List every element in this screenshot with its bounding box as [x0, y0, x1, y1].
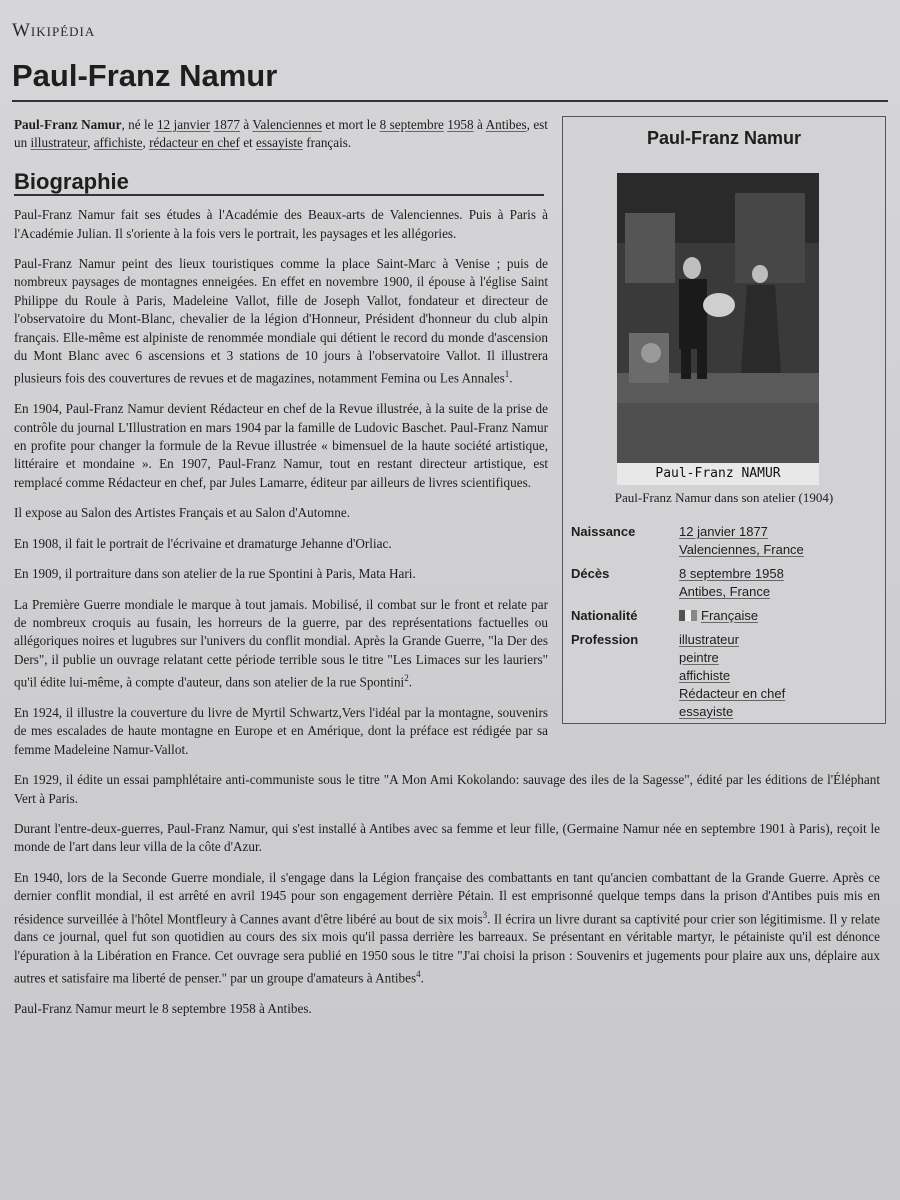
- infobox-table: [571, 523, 877, 727]
- infobox-title: Paul-Franz Namur: [646, 128, 802, 148]
- paragraph: Durant l'entre-deux-guerres, Paul-Franz Namur, qui s'est installé à Antibes avec sa femme et leur fille, (Germaine Namur née en septembre 1901 à Paris), reçoit le monde de l'art dans leur villa de la côte d'Azur.: [14, 820, 880, 855]
- link[interactable]: Antibes: [485, 117, 527, 132]
- infobox-row-death: [571, 565, 877, 601]
- lead-text: et: [239, 135, 257, 151]
- infobox-value-link[interactable]: Valenciennes, France: [679, 542, 804, 557]
- link[interactable]: rédacteur en chef: [149, 135, 240, 151]
- footnote-ref[interactable]: 2: [404, 673, 409, 684]
- infobox-label: Profession: [571, 632, 639, 647]
- infobox-value-link[interactable]: illustrateur: [679, 632, 739, 647]
- link[interactable]: illustrateur: [30, 135, 88, 151]
- infobox-label: Nationalité: [571, 608, 638, 623]
- link[interactable]: Valenciennes: [252, 117, 322, 132]
- infobox: [562, 116, 886, 724]
- paragraph: Paul-Franz Namur meurt le 8 septembre 1958 à Antibes.: [14, 1001, 312, 1016]
- paragraph: En 1940, lors de la Seconde Guerre mondiale, il s'engage dans la Légion française des combattants en tant qu'ancien combattant de la Grande Guerre. Après ce dernier conflit mondial, il est arrêté en avril 1945 pour son engagement derrière Pétain. Il est emprisonné quelque temps dans la prison d'Antibes puis mis en résidence surveillée à l'hôtel Montfleury à Cannes avant d'être libéré au bout de six mois$^3$. Il écrira un livre durant sa captivité pour crier son légitimisme. Il y relate dans ce journal, quel fut son quotidien au cours des six mois qu'il passa derrière les barreaux. Se présentant en véritable martyr, le pétainiste qu'il est dénonce l'épuration à la Libération en France. Cet ouvrage sera publié en 1950 sous le titre "J'ai choisi la prison : Souvenirs et jugements pour plaire aux uns, déplaire aux autres et satisfaire ma liberté de penser." par un groupe d'amateurs à Antibes$^4$.: [14, 869, 880, 986]
- portrait-photo-image: [617, 173, 819, 463]
- site-wordmark[interactable]: Wikipédia: [12, 20, 96, 41]
- lead-text: à: [473, 117, 486, 132]
- infobox-value-link[interactable]: Française: [701, 608, 759, 623]
- section-heading: Biographie: [14, 173, 544, 196]
- infobox-label: Naissance: [571, 524, 636, 539]
- link[interactable]: 12 janvier: [156, 117, 211, 132]
- paragraph: En 1904, Paul-Franz Namur devient Rédacteur en chef de la Revue illustrée, à la suite de la prise de contrôle du journal L'Illustration en mars 1904 par la famille de Ludovic Baschet. Paul-Franz Namur en profite pour changer la formule de la Revue illustrée « bimensuel de la haute société artistique, littéraire et mondaine ». En 1907, Paul-Franz Namur, tout en restant directeur artistique, est remplacé comme Rédacteur en chef, par Jules Lamarre, éditeur par ailleurs de livres scientifiques.: [14, 401, 548, 490]
- footnote-ref[interactable]: 3: [482, 909, 488, 920]
- paragraph: Il expose au Salon des Artistes Français et au Salon d'Automne.: [14, 505, 351, 521]
- infobox-value-link[interactable]: 12 janvier 1877: [679, 524, 768, 539]
- paragraph-text: La Première Guerre mondiale le marque à tout jamais. Mobilisé, il combat sur le front et relate par de nombreux croquis au fusain, les horreurs de la guerre, par des représentations factuelles ou allégoriques noires et lugubres sur l'univers du conflit mondial. Après la Grande Guerre, "la Der des Ders", il publie un ouvrage relatant cette période terrible sous le titre "Les Limaces sur les lauriers" qu'il édite lui-même, à compte d'auteur, dans son atelier de la rue Spontini: [14, 596, 548, 690]
- paragraph: En 1929, il édite un essai pamphlétaire anti-communiste sous le titre "A Mon Ami Kokolando: sauvage des iles de la Sagesse", édité par les éditions de l'Éléphant Vert à Paris.: [14, 772, 880, 806]
- infobox-row-birth: [571, 523, 877, 559]
- paragraph: La Première Guerre mondiale le marque à tout jamais. Mobilisé, il combat sur le front et relate par de nombreux croquis au fusain, les horreurs de la guerre, par des représentations factuelles ou allégoriques noires et lugubres sur l'univers du conflit mondial. Après la Grande Guerre, "la Der des Ders", il publie un ouvrage relatant cette période terrible sous le titre "Les Limaces sur les lauriers" qu'il édite lui-même, à compte d'auteur, dans son atelier de la rue Spontini$^2$.: [14, 596, 548, 690]
- paragraph: Paul-Franz Namur fait ses études à l'Académie des Beaux-arts de Valenciennes. Puis à Paris à l'Académie Julian. Il s'oriente à la fois vers le portrait, les paysages et les allégories.: [14, 207, 548, 241]
- portrait-photo[interactable]: [617, 173, 819, 485]
- link[interactable]: 1877: [213, 117, 240, 132]
- link[interactable]: 8 septembre: [379, 117, 444, 132]
- footnote-ref[interactable]: 1: [504, 369, 510, 380]
- paragraph: Paul-Franz Namur peint des lieux touristiques comme la place Saint-Marc à Venise ; puis de nombreux paysages de montagnes enneigées. En effet en novembre 1900, il épouse à l'église Saint Philippe du Roule à Paris, Madeleine Vallot, fille de Joseph Vallot, fondateur et directeur de l'observatoire du Mont-Blanc, chevalier de la légion d'Honneur, Président d'honneur du club alpin français. Elle-même est alpiniste de renommée mondiale qui détient le record du monde d'ascension du Mont Blanc avec 6 ascensions et 3 stations de 10 jours à l'observatoire Vallot. Il illustrera plusieurs fois des couvertures de revues et de magazines, notamment Femina ou Les Annales$^1$.: [14, 256, 548, 386]
- flag-icon: [679, 610, 697, 621]
- paragraph-text: Paul-Franz Namur peint des lieux touristiques comme la place Saint-Marc à Venise ; puis de nombreux paysages de montagnes enneigées. En effet en novembre 1900, il épouse à l'église Saint Philippe du Roule à Paris, Madeleine Vallot, fille de Joseph Vallot, fondateur et directeur de l'observatoire du Mont-Blanc, chevalier de la légion d'Honneur, Président d'honneur du club alpin français. Elle-même est alpiniste de renommée mondiale qui détient le record du monde d'ascension du Mont Blanc avec 6 ascensions et 3 stations de 10 jours à l'observatoire Vallot. Il illustrera plusieurs fois des couvertures de revues et de magazines, notamment Femina ou Les Annales: [14, 256, 548, 386]
- lead-text: , né le: [121, 117, 157, 132]
- lead-text: et mort le: [322, 117, 380, 132]
- lead-text: français.: [302, 135, 352, 151]
- footnote-ref[interactable]: 4: [416, 969, 421, 980]
- infobox-value-link[interactable]: peintre: [679, 650, 719, 665]
- paragraph: En 1909, il portraiture dans son atelier de la rue Spontini à Paris, Mata Hari.: [14, 566, 416, 582]
- lead-name: Paul-Franz Namur: [14, 117, 122, 132]
- article-body: [14, 116, 880, 1030]
- infobox-value-link[interactable]: affichiste: [679, 668, 731, 683]
- lead-paragraph: Paul-Franz Namur, né le 12 janvier 1877 à Valenciennes et mort le 8 septembre 1958 à Antibes, est un illustrateur, affichiste, rédacteur en chef et essayiste français.: [14, 117, 548, 151]
- lead-text: , est un: [14, 117, 548, 151]
- paragraph-text: En 1940, lors de la Seconde Guerre mondiale, il s'engage dans la Légion française des combattants en tant qu'ancien combattant de la Grande Guerre. Après ce dernier conflit mondial, il est arrêté en avril 1945 pour son engagement derrière Pétain. Il est emprisonné quelque temps dans la prison d'Antibes puis mis en résidence surveillée à l'hôtel Montfleury à Cannes avant d'être libéré au bout de six mois: [14, 869, 880, 926]
- infobox-value-link[interactable]: 8 septembre 1958: [679, 566, 784, 581]
- infobox-label: Décès: [571, 566, 610, 581]
- infobox-value-link[interactable]: Antibes, France: [679, 584, 771, 599]
- link[interactable]: 1958: [447, 117, 474, 132]
- page-title: Paul-Franz Namur: [12, 58, 888, 102]
- lead-text: à: [239, 117, 253, 132]
- paragraph-text: Il écrira un livre durant sa captivité pour crier son légitimisme. Il y relate dans ce journal, quel fut son quotidien au cours des six mois qu'il passa derrière les barreaux. Se présentant en véritable martyr, le pétainiste qu'il est dénonce l'épuration à la Libération en France. Cet ouvrage sera publié en 1950 sous le titre "J'ai choisi la prison : Souvenirs et jugements pour plaire aux uns, déplaire aux autres et satisfaire ma liberté de penser." par un groupe d'amateurs à Antibes: [14, 910, 880, 986]
- photo-label: Paul-Franz NAMUR: [617, 463, 819, 485]
- link[interactable]: affichiste: [93, 135, 143, 151]
- infobox-value-link[interactable]: essayiste: [679, 704, 734, 719]
- photo-caption: Paul-Franz Namur dans son atelier (1904): [614, 490, 834, 505]
- paragraph: En 1908, il fait le portrait de l'écrivaine et dramaturge Jehanne d'Orliac.: [14, 535, 392, 551]
- infobox-row-profession: [571, 631, 877, 721]
- infobox-value-link[interactable]: Rédacteur en chef: [679, 686, 786, 701]
- infobox-row-nationality: [571, 607, 877, 625]
- paragraph: En 1924, il illustre la couverture du livre de Myrtil Schwartz,Vers l'idéal par la montagne, souvenirs de mes escalades de haute montagne en Europe et en Amérique, dont la préface est rédigée par sa femme Madeleine Namur-Vallot.: [14, 704, 548, 757]
- link[interactable]: essayiste: [256, 135, 303, 151]
